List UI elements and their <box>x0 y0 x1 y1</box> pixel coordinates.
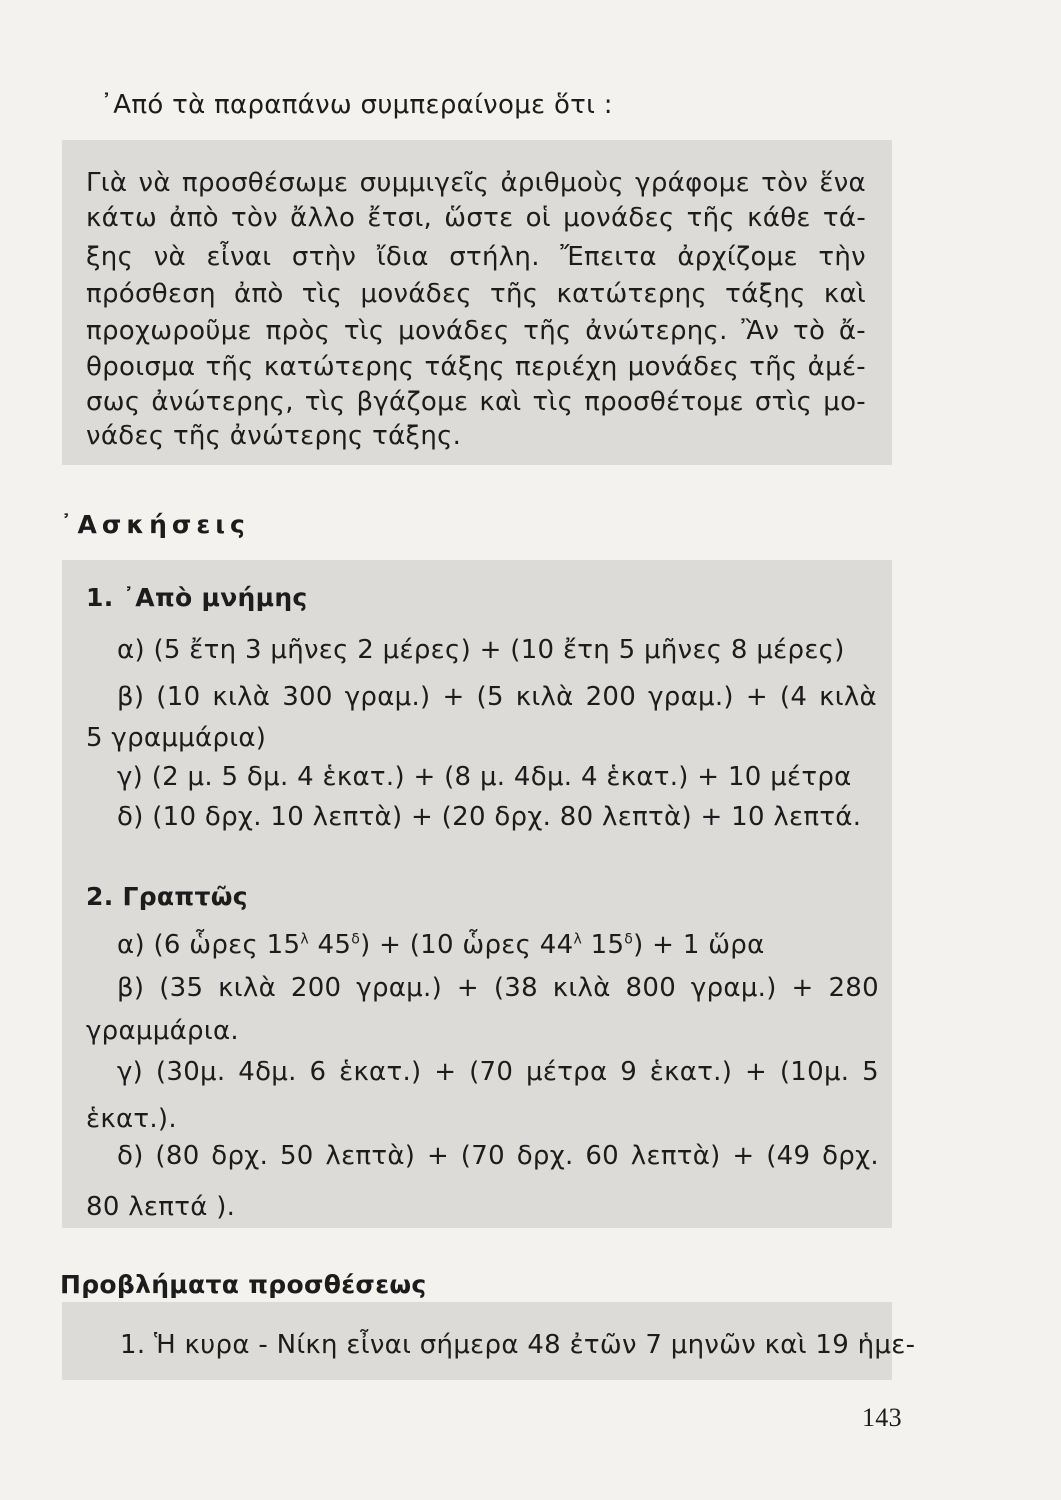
exercise-2c: γ) (30μ. 4δμ. 6 ἑκατ.) + (70 μέτρα 9 ἑκατ.) + (10μ. 5 <box>117 1057 879 1087</box>
exercise-1a: α) (5 ἔτη 3 μῆνες 2 μέρες) + (10 ἔτη 5 μῆνες 8 μέρες) <box>117 635 845 665</box>
rule-line: σως ἀνώτερης, τὶς βγάζομε καὶ τὶς προσθέτομε στὶς μο- <box>86 387 866 417</box>
exercise-2c-cont: ἑκατ.). <box>86 1104 177 1134</box>
exercise-2a: α) (6 ὧρες $15^\lambda$ $45^\delta) + (10$ ὧρες $44^\lambda$ $15^\delta) + 1$ ὥρα <box>117 930 765 960</box>
exercise-1b-cont: 5 γραμμάρια) <box>86 723 267 753</box>
problem-1: 1. Ἡ κυρα - Νίκη εἶναι σήμερα 48 ἐτῶν 7 μηνῶν καὶ 19 ἡμε- <box>120 1330 916 1360</box>
rule-line: θροισμα τῆς κατώτερης τάξης περιέχη μονάδες τῆς ἀμέ- <box>86 352 866 382</box>
intro-sentence: ᾿Από τὰ παραπάνω συμπεραίνομε ὅτι : <box>100 90 613 120</box>
exercise-2b-cont: γραμμάρια. <box>86 1016 239 1046</box>
rule-line: προχωροῦμε πρὸς τὶς μονάδες τῆς ἀνώτερης. Ἂν τὸ ἄ- <box>86 316 866 346</box>
exercise-1c: γ) (2 μ. 5 δμ. 4 ἑκατ.) + (8 μ. 4δμ. 4 ἑκατ.) + 10 μέτρα <box>117 762 852 792</box>
exercise-1b: β) (10 κιλὰ 300 γραμ.) + (5 κιλὰ 200 γραμ.) + (4 κιλὰ <box>117 682 877 712</box>
exercise-2d: δ) (80 δρχ. 50 λεπτὰ) + (70 δρχ. 60 λεπτὰ) + (49 δρχ. <box>117 1141 879 1171</box>
section1-heading: 1. ᾿Απὸ μνήμης <box>86 583 308 612</box>
section2-heading: 2. Γραπτῶς <box>86 882 248 911</box>
rule-line: νάδες τῆς ἀνώτερης τάξης. <box>86 421 462 451</box>
problems-heading: Προβλήματα προσθέσεως <box>60 1270 427 1299</box>
exercise-2d-cont: 80 λεπτά ). <box>86 1192 236 1222</box>
exercise-1d: δ) (10 δρχ. 10 λεπτὰ) + (20 δρχ. 80 λεπτὰ) + 10 λεπτά. <box>117 802 862 832</box>
exercises-heading: ᾿Ασκήσεις <box>60 510 250 539</box>
exercise-2b: β) (35 κιλὰ 200 γραμ.) + (38 κιλὰ 800 γραμ.) + 280 <box>117 973 879 1003</box>
page-number: 143 <box>862 1403 902 1432</box>
rule-line: ξης νὰ εἶναι στὴν ἴδια στήλη. Ἔπειτα ἀρχίζομε τὴν <box>86 242 866 272</box>
rule-line: πρόσθεση ἀπὸ τὶς μονάδες τῆς κατώτερης τάξης καὶ <box>86 279 866 309</box>
rule-line: Γιὰ νὰ προσθέσωμε συμμιγεῖς ἀριθμοὺς γράφομε τὸν ἕνα <box>86 168 866 198</box>
rule-line: κάτω ἀπὸ τὸν ἄλλο ἔτσι, ὥστε οἱ μονάδες τῆς κάθε τά- <box>86 203 866 233</box>
